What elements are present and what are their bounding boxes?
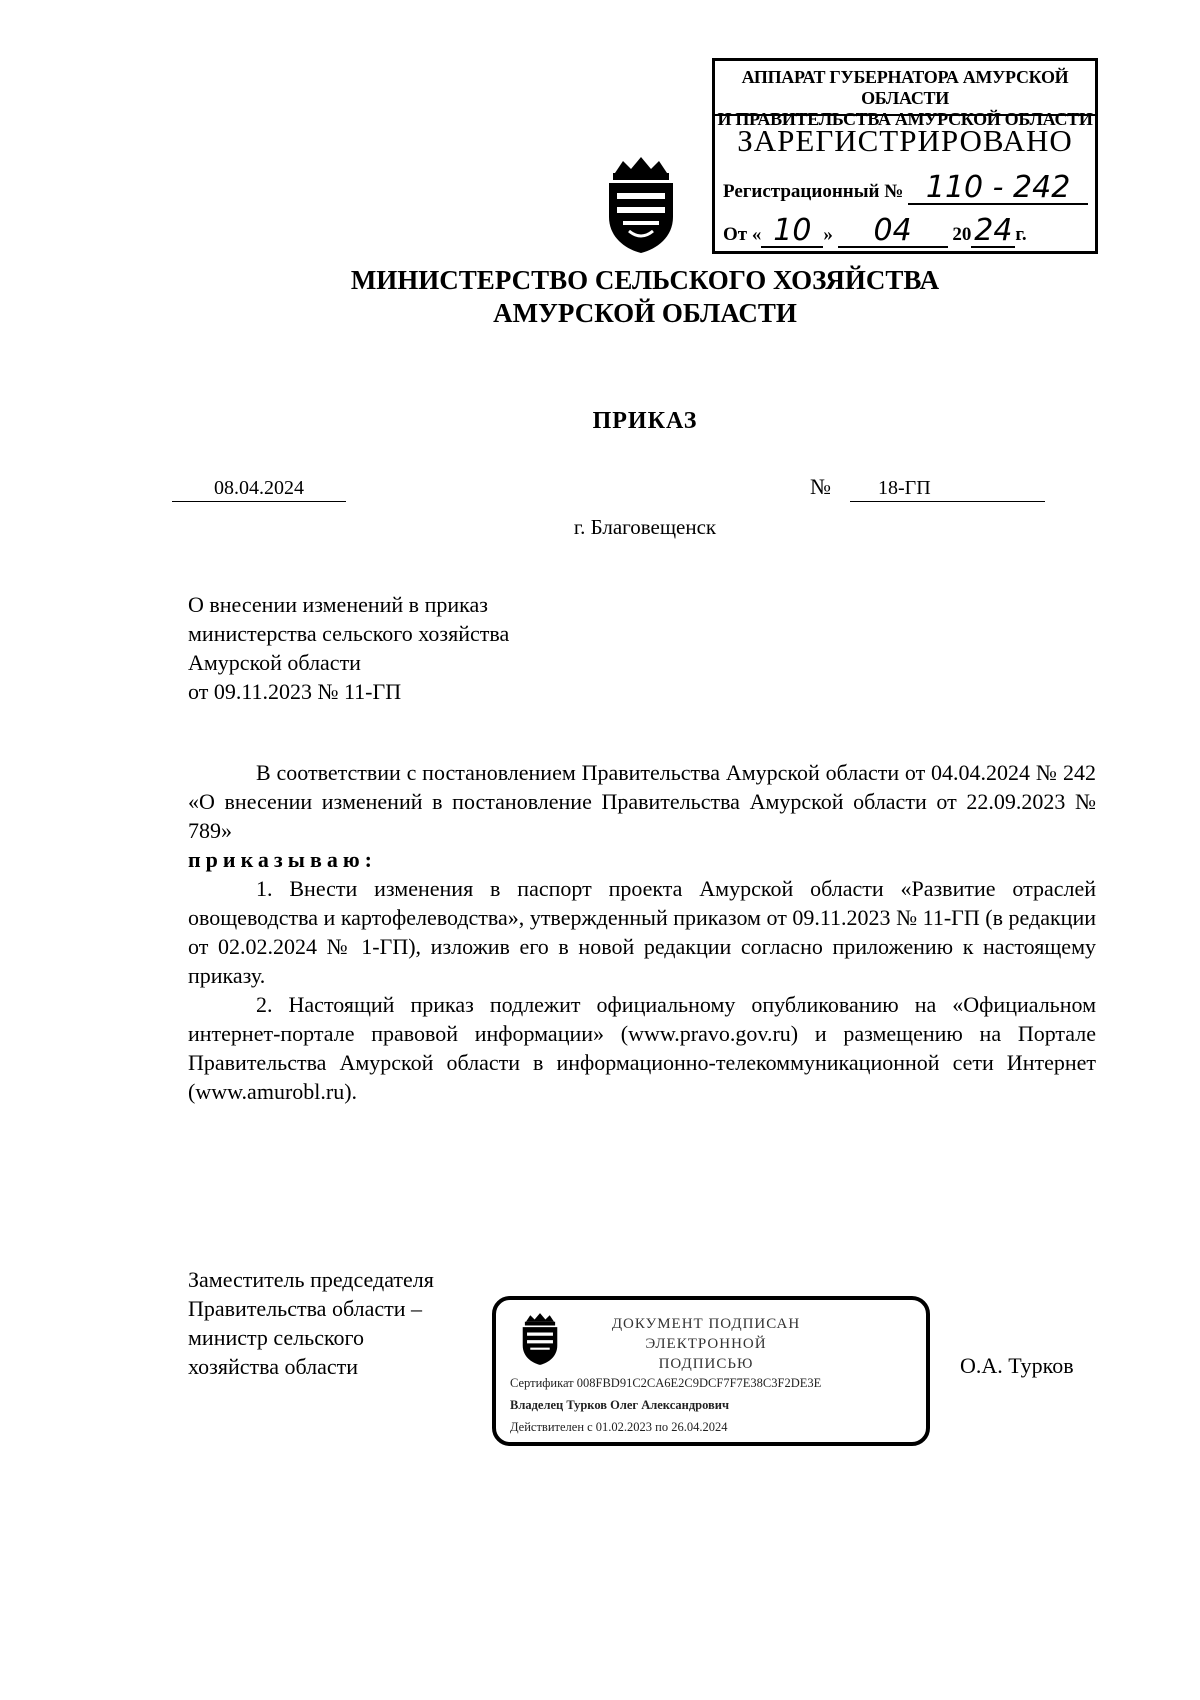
signer-title: [188, 1265, 434, 1381]
stamp-from-label: От «: [723, 224, 762, 245]
stamp-registered-label: ЗАРЕГИСТРИРОВАНО: [737, 123, 1073, 158]
signer-title-line4: хозяйства области: [188, 1354, 359, 1379]
stamp-date-row: [723, 213, 1027, 248]
esig-heading-line2: ЭЛЕКТРОННОЙ ПОДПИСЬЮ: [645, 1336, 767, 1372]
stamp-org-line1: АППАРАТ ГУБЕРНАТОРА АМУРСКОЙ ОБЛАСТИ: [741, 67, 1069, 108]
registration-stamp: [712, 58, 1098, 254]
stamp-divider: [715, 114, 1095, 116]
electronic-signature-box: [492, 1296, 930, 1446]
stamp-year-prefix: 20: [952, 224, 972, 245]
esig-certificate: Сертификат 008FBD91C2CA6E2C9DCF7F7E38C3F2DE3E: [510, 1376, 822, 1390]
stamp-reg-number: 110 - 242: [908, 173, 1088, 205]
body-order-word: приказываю:: [188, 847, 377, 872]
stamp-organization: [715, 67, 1095, 130]
stamp-quote-close: »: [823, 224, 833, 245]
stamp-org-line2: И ПРАВИТЕЛЬСТВА АМУРСКОЙ ОБЛАСТИ: [717, 109, 1093, 129]
ministry-line2: АМУРСКОЙ ОБЛАСТИ: [493, 298, 797, 328]
ministry-line1: МИНИСТЕРСТВО СЕЛЬСКОГО ХОЗЯЙСТВА: [350, 265, 940, 295]
body-preamble: В соответствии с постановлением Правительства Амурской области от 04.04.2024 № 242 «О внесении изменений в постановление Правительства Амурской области от 22.09.2023 № 789»: [188, 760, 1096, 843]
stamp-month: 04: [838, 216, 948, 248]
signer-name: О.А. Турков: [960, 1353, 1074, 1378]
stamp-day: 10: [761, 216, 823, 248]
stamp-year-unit: г.: [1015, 224, 1027, 245]
document-city: г. Благовещенск: [573, 515, 717, 539]
document-number-label: №: [810, 474, 831, 499]
stamp-year-suffix: 24: [971, 216, 1015, 248]
coat-of-arms-icon: [601, 155, 681, 255]
body-item-2: 2. Настоящий приказ подлежит официальному опубликованию на «Официальном интернет-портале правовой информации» (www.pravo.gov.ru) и размещению на Портале Правительства Амурской области в информационно-телекоммуникационной сети Интернет (www.amurobl.ru).: [188, 992, 1096, 1104]
body-item-1: 1. Внести изменения в паспорт проекта Амурской области «Развитие отраслей овощеводства и картофелеводства», утвержденный приказом от 09.11.2023 № 11-ГП (в редакции от 02.02.2024 № 1-ГП), изложив его в новой редакции согласно приложению к настоящему приказу.: [188, 876, 1096, 988]
signature-emblem-icon: [518, 1312, 562, 1366]
esig-heading-line1: ДОКУМЕНТ ПОДПИСАН: [611, 1316, 801, 1332]
esig-heading: [606, 1314, 806, 1374]
stamp-reg-label: Регистрационный №: [723, 181, 904, 202]
signer-title-line2: Правительства области –: [188, 1296, 422, 1321]
subject-line4: от 09.11.2023 № 11-ГП: [188, 679, 402, 704]
subject-line1: О внесении изменений в приказ: [188, 592, 488, 617]
document-subject: [188, 590, 509, 706]
document-type: ПРИКАЗ: [592, 408, 698, 434]
esig-valid: Действителен с 01.02.2023 по 26.04.2024: [510, 1420, 728, 1434]
subject-line3: Амурской области: [188, 650, 361, 675]
signer-title-line3: министр сельского: [188, 1325, 365, 1350]
subject-line2: министерства сельского хозяйства: [188, 621, 510, 646]
ministry-name: [0, 264, 1200, 330]
signer-title-line1: Заместитель председателя: [188, 1267, 434, 1292]
document-date: 08.04.2024: [172, 477, 346, 502]
esig-owner: Владелец Турков Олег Александрович: [510, 1398, 730, 1412]
stamp-reg-number-row: [723, 170, 1088, 205]
document-number: 18-ГП: [850, 477, 1045, 502]
document-body: [188, 758, 1096, 1106]
